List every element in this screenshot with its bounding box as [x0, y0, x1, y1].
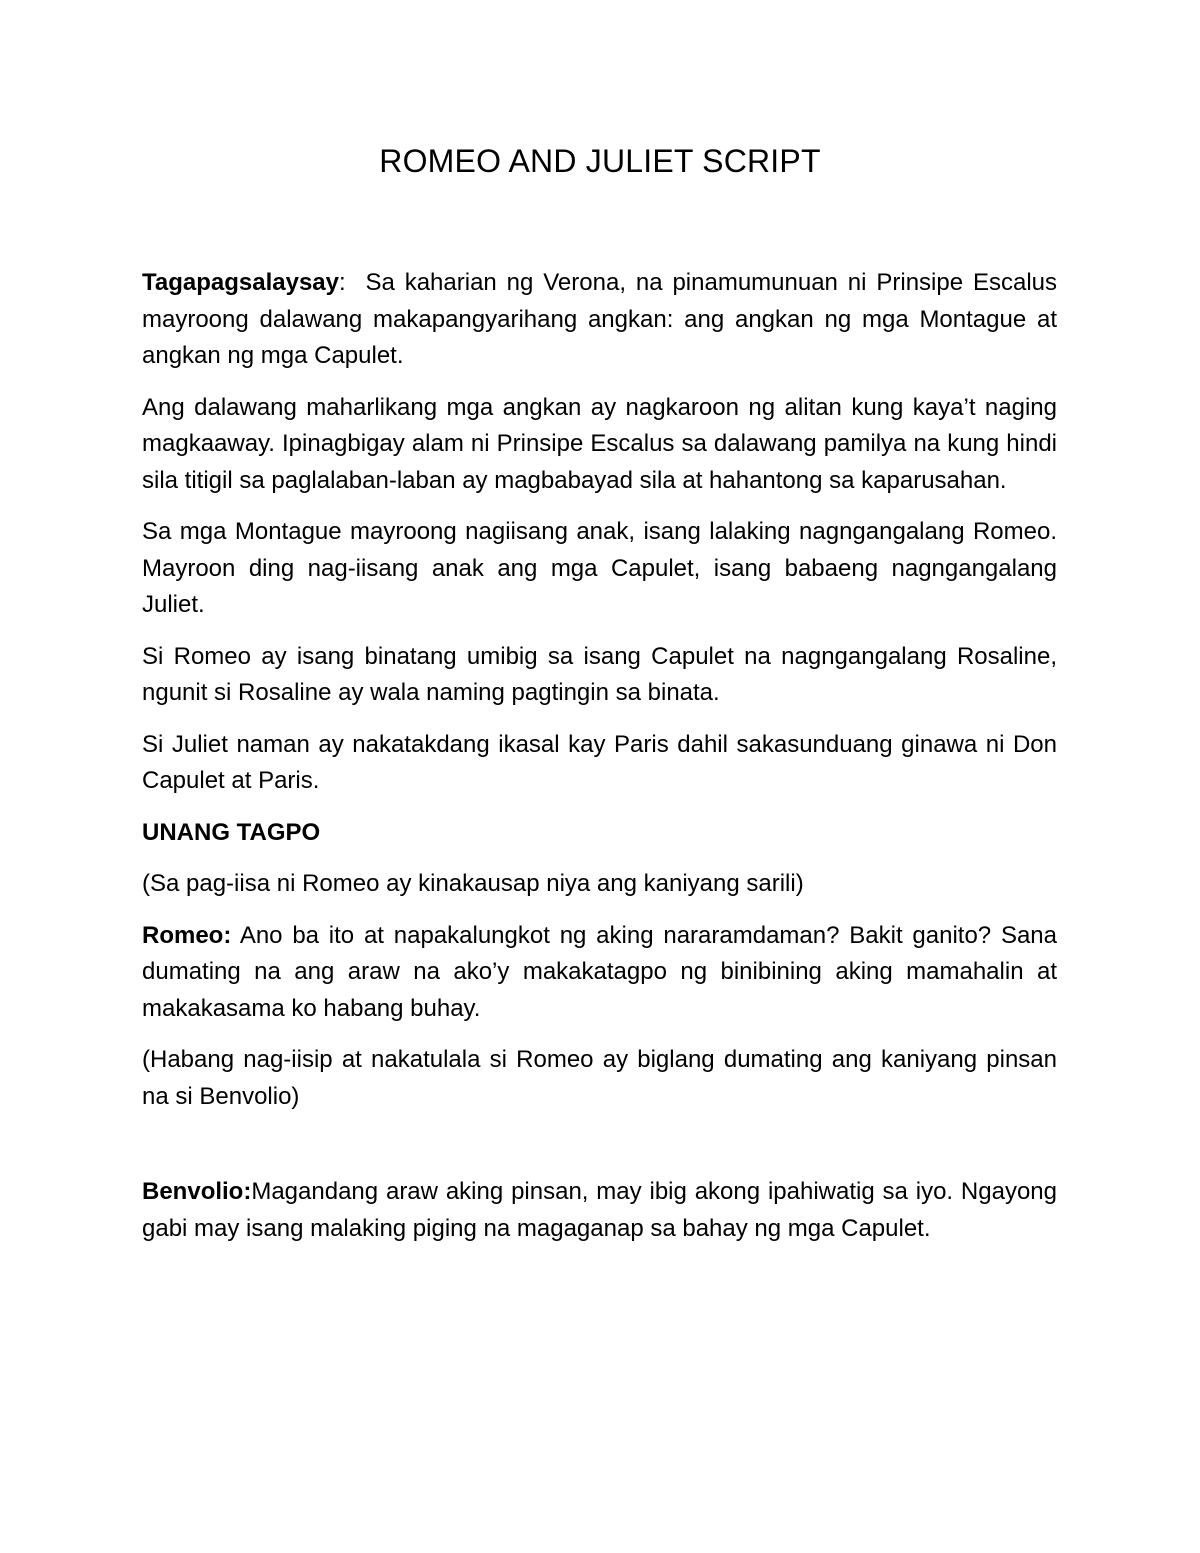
blank-line [142, 1130, 1057, 1174]
benvolio-line [142, 1174, 1057, 1247]
paragraph-juliet-paris: Si Juliet naman ay nakatakdang ikasal kay Paris dahil sakasunduang ginawa ni Don Capulet at Paris. [142, 730, 1057, 794]
speaker-narrator: Tagapagsalaysay [142, 269, 340, 296]
speaker-benvolio: Benvolio: [142, 1178, 252, 1205]
document-body [142, 265, 1064, 1262]
scene-heading: UNANG TAGPO [142, 818, 321, 846]
paragraph-feud: Ang dalawang maharlikang mga angkan ay nagkaroon ng alitan kung kaya’t naging magkaaway. Ipinagbigay alam ni Prinsipe Escalus sa dalawang pamilya na kung hindi sila titigil sa paglalaban-laban ay magbabayad sila at hahantong sa kaparusahan. [142, 393, 1057, 494]
benvolio-text: Magandang araw aking pinsan, may ibig akong ipahiwatig sa iyo. Ngayong gabi may isang malaking piging na magaganap sa bahay ng mga Capulet. [142, 1178, 1057, 1242]
romeo-line [142, 918, 1064, 1028]
paragraph-montague: Sa mga Montague mayroong nagiisang anak, isang lalaking nagngangalang Romeo. Mayroon ding nag-iisang anak ang mga Capulet, isang babaeng nagngangalang Juliet. [142, 518, 1057, 618]
romeo-text: Ano ba ito at napakalungkot ng aking nararamdaman? Bakit ganito? Sana dumating na ang araw na ako’y makakatagpo ng binibining aking mamahalin at makakasama ko habang buhay. [142, 921, 1064, 1022]
narrator-paragraph [142, 265, 1064, 375]
paragraph-romeo-rosaline: Si Romeo ay isang binatang umibig sa isang Capulet na nagngangalang Rosaline, ngunit si Rosaline ay wala naming pagtingin sa binata. [142, 642, 1057, 706]
stage-direction-2: (Habang nag-iisip at nakatulala si Romeo ay biglang dumating ang kaniyang pinsan na si Benvolio) [142, 1046, 1057, 1110]
document-title: ROMEO AND JULIET SCRIPT [379, 143, 821, 179]
speaker-romeo: Romeo: [142, 921, 232, 949]
narrator-text: Sa kaharian ng Verona, na pinamumunuan ni Prinsipe Escalus mayroong dalawang makapangyarihang angkan: ang angkan ng mga Montague at angkan ng mga Capulet. [142, 269, 1064, 369]
narrator-colon: : [339, 269, 346, 296]
stage-direction-1: (Sa pag-iisa ni Romeo ay kinakausap niya ang kaniyang sarili) [142, 870, 804, 897]
